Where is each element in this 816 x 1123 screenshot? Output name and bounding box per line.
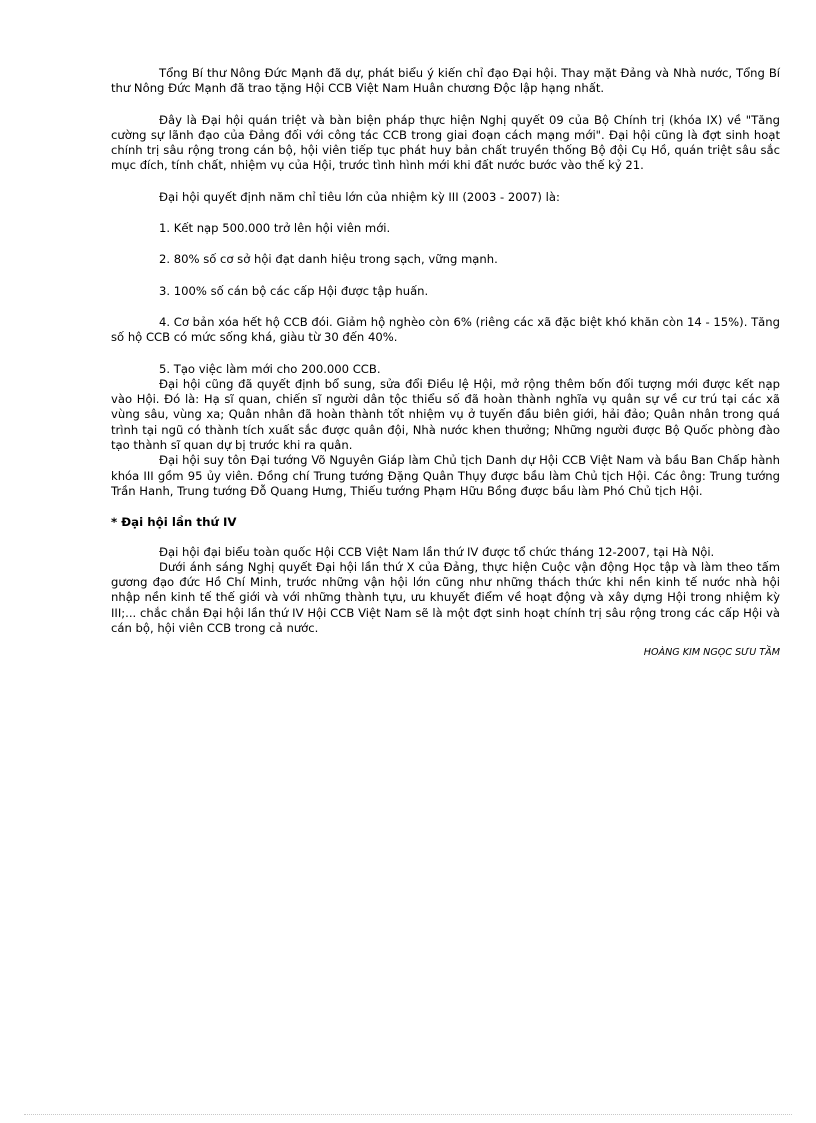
list-item-target-4: 4. Cơ bản xóa hết hộ CCB đói. Giảm hộ nghèo còn 6% (riêng các xã đặc biệt khó khăn còn 14 - 15%). Tăng số hộ CCB có mức sống khá, giàu từ 30 đến 40%. xyxy=(111,314,780,345)
paragraph-targets-intro: Đại hội quyết định năm chỉ tiêu lớn của nhiệm kỳ III (2003 - 2007) là: xyxy=(159,189,560,204)
list-item-target-1: 1. Kết nạp 500.000 trở lên hội viên mới. xyxy=(159,221,391,236)
author-signature: HOÀNG KIM NGỌC SƯU TẦM xyxy=(643,647,780,659)
paragraph-fourth-congress-outlook: Dưới ánh sáng Nghị quyết Đại hội lần thứ X của Đảng, thực hiện Cuộc vận động Học tập và làm theo tấm gương đạo đức Hồ Chí Minh, trước những vận hội lớn cũng như những thách thức khi nền kinh tế nước nhà hội nhập nền kinh tế thế giới và với những thành tựu, ưu khuyết điểm về hoạt động và xây dựng Hội trong nhiệm kỳ III;... chắc chắn Đại hội lần thứ IV Hội CCB Việt Nam sẽ là một đợt sinh hoạt chính trị sâu rộng trong các cấp Hội và cán bộ, hội viên CCB trong cả nước. xyxy=(111,559,780,636)
paragraph-fourth-congress: Đại hội đại biểu toàn quốc Hội CCB Việt Nam lần thứ IV được tổ chức tháng 12-2007, tại Hà Nội. xyxy=(159,544,715,559)
list-item-target-5: 5. Tạo việc làm mới cho 200.000 CCB. xyxy=(159,361,381,376)
paragraph-congress-purpose: Đây là Đại hội quán triệt và bàn biện pháp thực hiện Nghị quyết 09 của Bộ Chính trị (khóa IX) về "Tăng cường sự lãnh đạo của Đảng đối với công tác CCB trong giai đoạn cách mạng mới". Đại hội cũng là đợt sinh hoạt chính trị sâu rộng trong cán bộ, hội viên tiếp tục phát huy bản chất truyền thống Bộ đội Cụ Hồ, quán triệt sâu sắc mục đích, tính chất, nhiệm vụ của Hội, trước tình hình mới khi đất nước bước vào thế kỷ 21. xyxy=(111,112,780,173)
list-item-target-3: 3. 100% số cán bộ các cấp Hội được tập huấn. xyxy=(159,283,429,298)
list-item-target-2: 2. 80% số cơ sở hội đạt danh hiệu trong sạch, vững mạnh. xyxy=(159,252,498,267)
document-page xyxy=(111,66,780,661)
paragraph-charter-amendment: Đại hội cũng đã quyết định bổ sung, sửa đổi Điều lệ Hội, mở rộng thêm bốn đối tượng mới được kết nạp vào Hội. Đó là: Hạ sĩ quan, chiến sĩ người dân tộc thiểu số đã hoàn thành nghĩa vụ quân sự về cư trú tại các xã vùng sâu, vùng xa; Quân nhân đã hoàn thành tốt nhiệm vụ ở tuyến đầu biên giới, hải đảo; Quân nhân trong quá trình tại ngũ có thành tích xuất sắc được quân đội, Nhà nước khen thưởng; Những người được Bộ Quốc phòng đào tạo thành sĩ quan dự bị trước khi ra quân. xyxy=(111,376,780,453)
section-heading: * Đại hội lần thứ IV xyxy=(111,515,237,530)
page-footer-divider xyxy=(24,1114,792,1115)
paragraph-leadership-election: Đại hội suy tôn Đại tướng Võ Nguyên Giáp làm Chủ tịch Danh dự Hội CCB Việt Nam và bầu Ban Chấp hành khóa III gồm 95 ủy viên. Đồng chí Trung tướng Đặng Quân Thụy được bầu làm Chủ tịch Hội. Các ông: Trung tướng Trần Hanh, Trung tướng Đỗ Quang Hưng, Thiếu tướng Phạm Hữu Bồng được bầu làm Phó Chủ tịch Hội. xyxy=(111,453,780,498)
paragraph-party-leader: Tổng Bí thư Nông Đức Mạnh đã dự, phát biểu ý kiến chỉ đạo Đại hội. Thay mặt Đảng và Nhà nước, Tổng Bí thư Nông Đức Mạnh đã trao tặng Hội CCB Việt Nam Huân chương Độc lập hạng nhất. xyxy=(111,66,780,96)
